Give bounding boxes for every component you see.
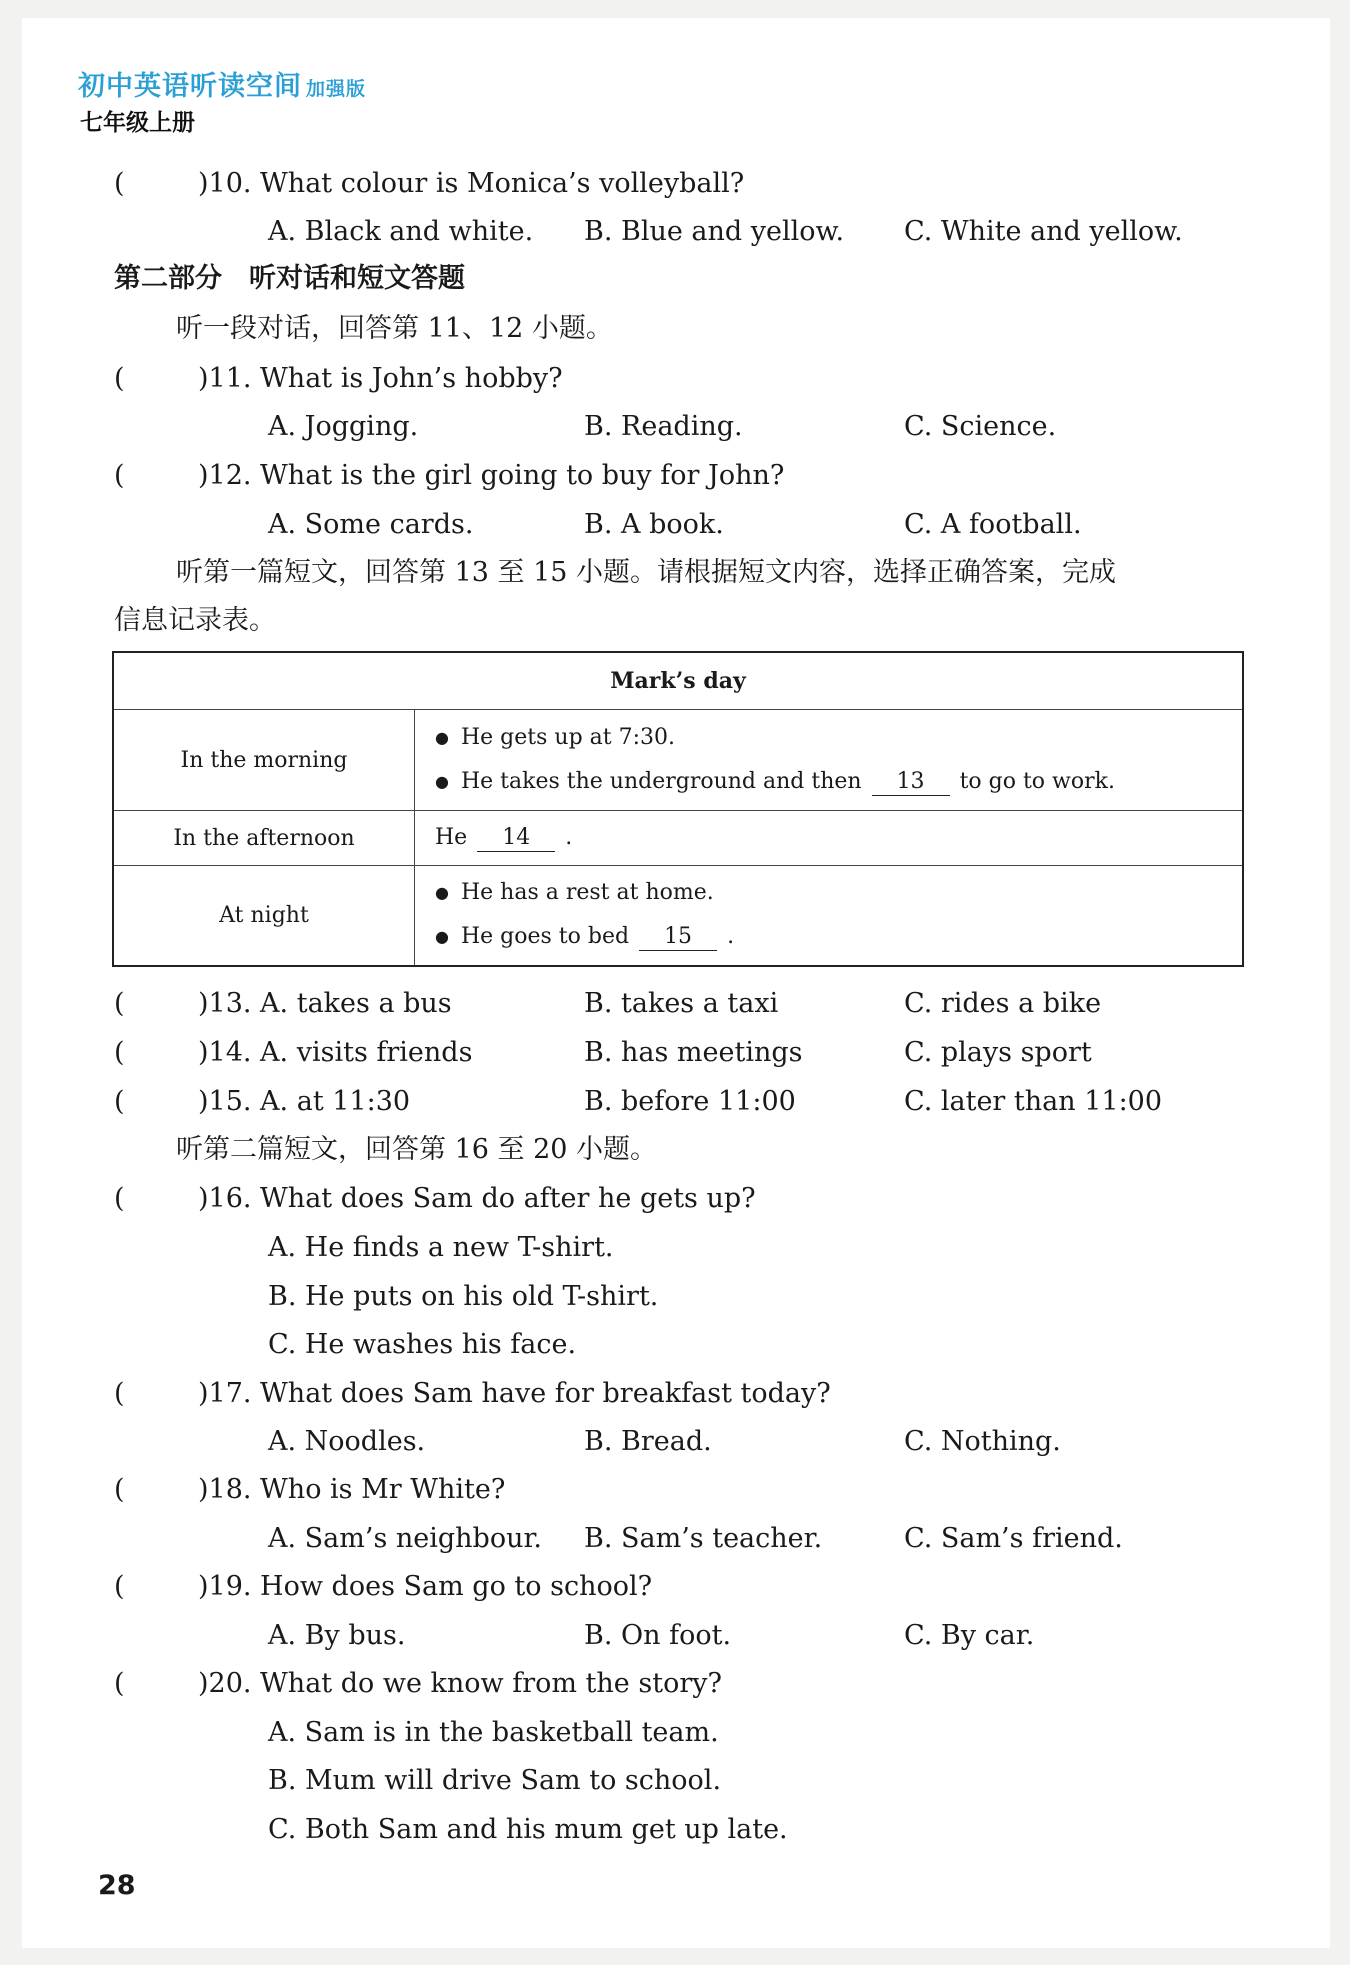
answer-paren-19[interactable]: ( xyxy=(114,1571,125,1602)
option-19-a: A. By bus. xyxy=(268,1620,406,1651)
option-12-c: C. A football. xyxy=(904,509,1082,540)
passage2-instruction: 听第二篇短文，回答第 16 至 20 小题。 xyxy=(176,1134,658,1165)
row-label-morning: In the morning xyxy=(113,710,415,811)
dialog-instruction: 听一段对话，回答第 11、12 小题。 xyxy=(176,313,613,344)
row-content-morning xyxy=(415,710,1244,811)
option-16-c: C. He washes his face. xyxy=(268,1329,577,1360)
answer-paren-15[interactable]: ( xyxy=(114,1086,125,1117)
question-12: )12. What is the girl going to buy for John? xyxy=(198,460,785,491)
page-number: 28 xyxy=(98,1870,136,1901)
question-17: )17. What does Sam have for breakfast today? xyxy=(198,1378,831,1409)
edition-label: 加强版 xyxy=(306,78,367,100)
bullet-icon: ● xyxy=(435,883,449,903)
option-18-c: C. Sam’s friend. xyxy=(904,1523,1123,1554)
page xyxy=(22,18,1330,1948)
option-15-b: B. before 11:00 xyxy=(584,1086,796,1117)
answer-paren-10[interactable]: ( xyxy=(114,168,125,199)
book-title: 初中英语听读空间 加强版 xyxy=(78,71,367,102)
question-14: )14. A. visits friends xyxy=(198,1037,473,1068)
row-label-night: At night xyxy=(113,866,415,966)
option-17-b: B. Bread. xyxy=(584,1426,712,1457)
answer-paren-11[interactable]: ( xyxy=(114,363,125,394)
option-13-b: B. takes a taxi xyxy=(584,988,779,1019)
info-table xyxy=(112,651,1244,967)
row-content-night xyxy=(415,866,1244,966)
option-18-a: A. Sam’s neighbour. xyxy=(268,1523,543,1554)
answer-paren-14[interactable]: ( xyxy=(114,1037,125,1068)
option-18-b: B. Sam’s teacher. xyxy=(584,1523,823,1554)
option-17-c: C. Nothing. xyxy=(904,1426,1061,1457)
afternoon-end: . xyxy=(565,824,573,850)
option-20-b: B. Mum will drive Sam to school. xyxy=(268,1765,722,1796)
option-14-c: C. plays sport xyxy=(904,1037,1092,1068)
option-19-c: C. By car. xyxy=(904,1620,1035,1651)
morning-item-2: He takes the underground and then xyxy=(460,769,862,794)
option-20-a: A. Sam is in the basketball team. xyxy=(268,1717,719,1748)
blank-15[interactable]: 15 xyxy=(639,924,717,951)
afternoon-text: He xyxy=(435,824,468,850)
option-10-a: A. Black and white. xyxy=(268,216,534,247)
row-label-afternoon: In the afternoon xyxy=(113,811,415,866)
question-20: )20. What do we know from the story? xyxy=(198,1668,722,1699)
option-11-a: A. Jogging. xyxy=(268,411,419,442)
option-19-b: B. On foot. xyxy=(584,1620,732,1651)
passage1-instruction: 听第一篇短文，回答第 13 至 15 小题。请根据短文内容，选择正确答案，完成 xyxy=(176,557,1117,588)
row-content-afternoon xyxy=(415,811,1244,866)
option-15-c: C. later than 11:00 xyxy=(904,1086,1163,1117)
bullet-icon: ● xyxy=(435,772,449,791)
option-12-b: B. A book. xyxy=(584,509,724,540)
option-10-b: B. Blue and yellow. xyxy=(584,216,845,247)
grade-label: 七年级上册 xyxy=(80,110,195,136)
night-item-2: He goes to bed xyxy=(460,924,630,950)
answer-paren-16[interactable]: ( xyxy=(114,1183,125,1214)
blank-13[interactable]: 13 xyxy=(872,769,950,796)
answer-paren-20[interactable]: ( xyxy=(114,1668,125,1699)
question-10: )10. What colour is Monica’s volleyball? xyxy=(198,168,745,199)
option-16-b: B. He puts on his old T-shirt. xyxy=(268,1281,659,1312)
answer-paren-18[interactable]: ( xyxy=(114,1474,125,1505)
question-18: )18. Who is Mr White? xyxy=(198,1474,506,1505)
night-item-1: He has a rest at home. xyxy=(460,880,714,906)
option-10-c: C. White and yellow. xyxy=(904,216,1183,247)
option-14-b: B. has meetings xyxy=(584,1037,803,1068)
table-title: Mark’s day xyxy=(113,652,1243,710)
question-16: )16. What does Sam do after he gets up? xyxy=(198,1183,756,1214)
question-19: )19. How does Sam go to school? xyxy=(198,1571,653,1602)
bullet-icon: ● xyxy=(435,927,449,947)
blank-14[interactable]: 14 xyxy=(477,825,555,852)
option-17-a: A. Noodles. xyxy=(268,1426,426,1457)
option-11-c: C. Science. xyxy=(904,411,1057,442)
option-13-c: C. rides a bike xyxy=(904,988,1102,1019)
option-16-a: A. He finds a new T-shirt. xyxy=(268,1232,614,1263)
answer-paren-17[interactable]: ( xyxy=(114,1378,125,1409)
passage1-instruction-cont: 信息记录表。 xyxy=(114,605,276,636)
bullet-icon: ● xyxy=(435,728,449,747)
option-11-b: B. Reading. xyxy=(584,411,743,442)
night-item-2-end: . xyxy=(727,924,735,950)
option-12-a: A. Some cards. xyxy=(268,509,474,540)
answer-paren-13[interactable]: ( xyxy=(114,988,125,1019)
question-11: )11. What is John’s hobby? xyxy=(198,363,563,394)
morning-item-1: He gets up at 7:30. xyxy=(460,725,675,750)
section-title: 第二部分 听对话和短文答题 xyxy=(114,263,465,294)
answer-paren-12[interactable]: ( xyxy=(114,460,125,491)
question-15: )15. A. at 11:30 xyxy=(198,1086,411,1117)
question-13: )13. A. takes a bus xyxy=(198,988,452,1019)
option-20-c: C. Both Sam and his mum get up late. xyxy=(268,1814,788,1845)
morning-item-2-end: to go to work. xyxy=(959,769,1115,794)
